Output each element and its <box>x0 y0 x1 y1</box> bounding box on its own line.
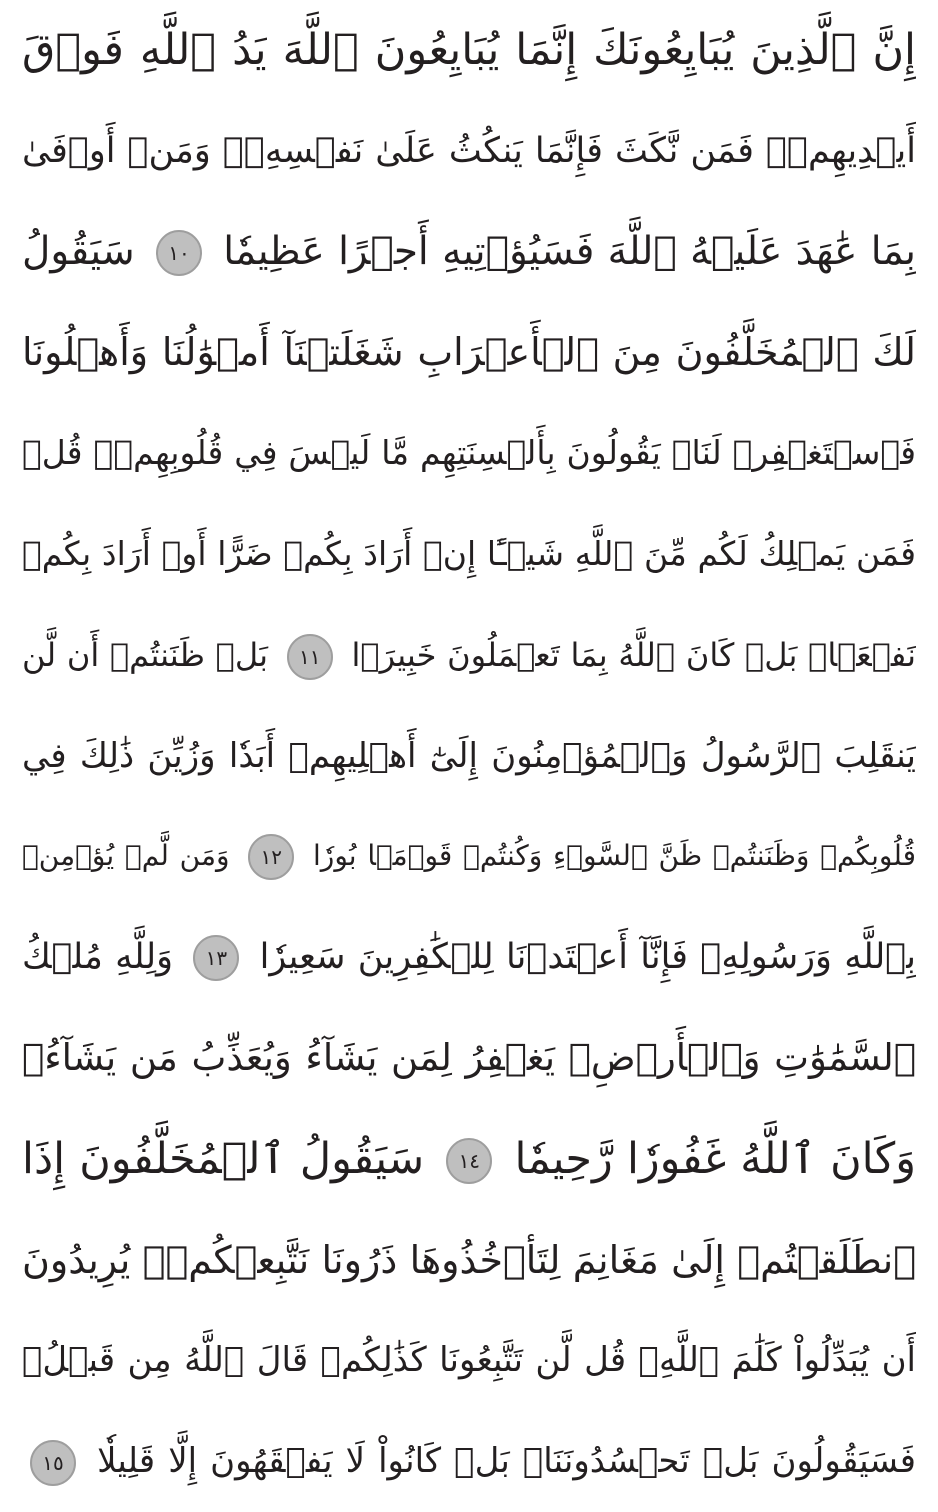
verse-line <box>22 105 916 197</box>
verse-text: بَلۡ ظَنَنتُمۡ أَن لَّن <box>22 635 268 674</box>
ayah-number-marker: ١٠ <box>156 230 202 276</box>
ayah-number-marker: ١٢ <box>248 834 294 880</box>
verse-line <box>22 4 916 96</box>
verse-line <box>22 609 916 701</box>
verse-line <box>22 1113 916 1205</box>
ayah-number-marker: ١٤ <box>446 1138 492 1184</box>
verse-line <box>22 710 916 802</box>
verse-text: نَفۡعَۢاۚ بَلۡ كَانَ ٱللَّهُ بِمَا تَعۡمَلُونَ خَبِيرَۢا <box>351 635 916 674</box>
verse-text: فَسَيَقُولُونَ بَلۡ تَحۡسُدُونَنَاۚ بَلۡ كَانُواْ لَا يَفۡقَهُونَ إِلَّا قَلِيلٗا <box>97 1441 916 1482</box>
verse-line <box>22 810 916 902</box>
verse-line <box>22 1214 916 1306</box>
verse-line <box>22 206 916 298</box>
verse-text: ٱلسَّمَٰوَٰتِ وَٱلۡأَرۡضِۚ يَغۡفِرُ لِمَن يَشَآءُ وَيُعَذِّبُ مَن يَشَآءُۚ <box>22 1036 916 1079</box>
ayah-number-marker: ١٣ <box>193 935 239 981</box>
verse-text: بِٱللَّهِ وَرَسُولِهِۦ فَإِنَّآ أَعۡتَدۡنَا لِلۡكَٰفِرِينَ سَعِيرٗا <box>259 937 916 978</box>
verse-line <box>22 1314 916 1406</box>
verse-line <box>22 508 916 600</box>
verse-text: وَكَانَ ٱللَّهُ غَفُورٗا رَّحِيمٗا <box>514 1133 916 1184</box>
ayah-number-marker: ١٥ <box>30 1440 76 1486</box>
verse-text: يَنقَلِبَ ٱلرَّسُولُ وَٱلۡمُؤۡمِنُونَ إِلَىٰٓ أَهۡلِيهِمۡ أَبَدٗا وَزُيِّنَ ذَٰلِكَ فِي <box>22 735 916 776</box>
verse-text: فَمَن يَمۡلِكُ لَكُم مِّنَ ٱللَّهِ شَيۡـًٔا إِنۡ أَرَادَ بِكُمۡ ضَرًّا أَوۡ أَرَادَ بِكُمۡ <box>22 534 916 573</box>
verse-line <box>22 407 916 499</box>
verse-text: إِنَّ ٱلَّذِينَ يُبَايِعُونَكَ إِنَّمَا يُبَايِعُونَ ٱللَّهَ يَدُ ٱللَّهِ فَوۡقَ <box>22 25 916 75</box>
verse-text: لَكَ ٱلۡمُخَلَّفُونَ مِنَ ٱلۡأَعۡرَابِ شَغَلَتۡنَآ أَمۡوَٰلُنَا وَأَهۡلُونَا <box>22 330 916 375</box>
verse-text: سَيَقُولُ <box>22 228 135 274</box>
verse-line <box>22 1415 916 1507</box>
verse-text: بِمَا عَٰهَدَ عَلَيۡهُ ٱللَّهَ فَسَيُؤۡتِيهِ أَجۡرًا عَظِيمٗا <box>223 228 916 274</box>
verse-line <box>22 911 916 1003</box>
verse-text: قُلُوبِكُمۡ وَظَنَنتُمۡ ظَنَّ ٱلسَّوۡءِ وَكُنتُمۡ قَوۡمَۢا بُورٗا <box>313 839 916 873</box>
ayah-number-marker: ١١ <box>287 634 333 680</box>
verse-text: وَمَن لَّمۡ يُؤۡمِنۢ <box>22 839 230 873</box>
verse-text: سَيَقُولُ ٱلۡمُخَلَّفُونَ إِذَا <box>22 1133 425 1184</box>
verse-text: أَيۡدِيهِمۡۚ فَمَن نَّكَثَ فَإِنَّمَا يَنكُثُ عَلَىٰ نَفۡسِهِۦۖ وَمَنۡ أَوۡفَىٰ <box>22 130 916 171</box>
verse-line <box>22 1012 916 1104</box>
verse-text: فَٱسۡتَغۡفِرۡ لَنَاۚ يَقُولُونَ بِأَلۡسِنَتِهِم مَّا لَيۡسَ فِي قُلُوبِهِمۡۚ قُلۡ <box>22 433 916 473</box>
verse-text: وَلِلَّهِ مُلۡكُ <box>22 937 174 978</box>
verse-text: أَن يُبَدِّلُواْ كَلَٰمَ ٱللَّهِۚ قُل لَّن تَتَّبِعُونَا كَذَٰلِكُمۡ قَالَ ٱللَّهُ مِن قَبۡلُۖ <box>22 1340 916 1381</box>
verse-text: ٱنطَلَقۡتُمۡ إِلَىٰ مَغَانِمَ لِتَأۡخُذُوهَا ذَرُونَا نَتَّبِعۡكُمۡۖ يُرِيدُونَ <box>22 1237 916 1282</box>
verse-line <box>22 306 916 398</box>
